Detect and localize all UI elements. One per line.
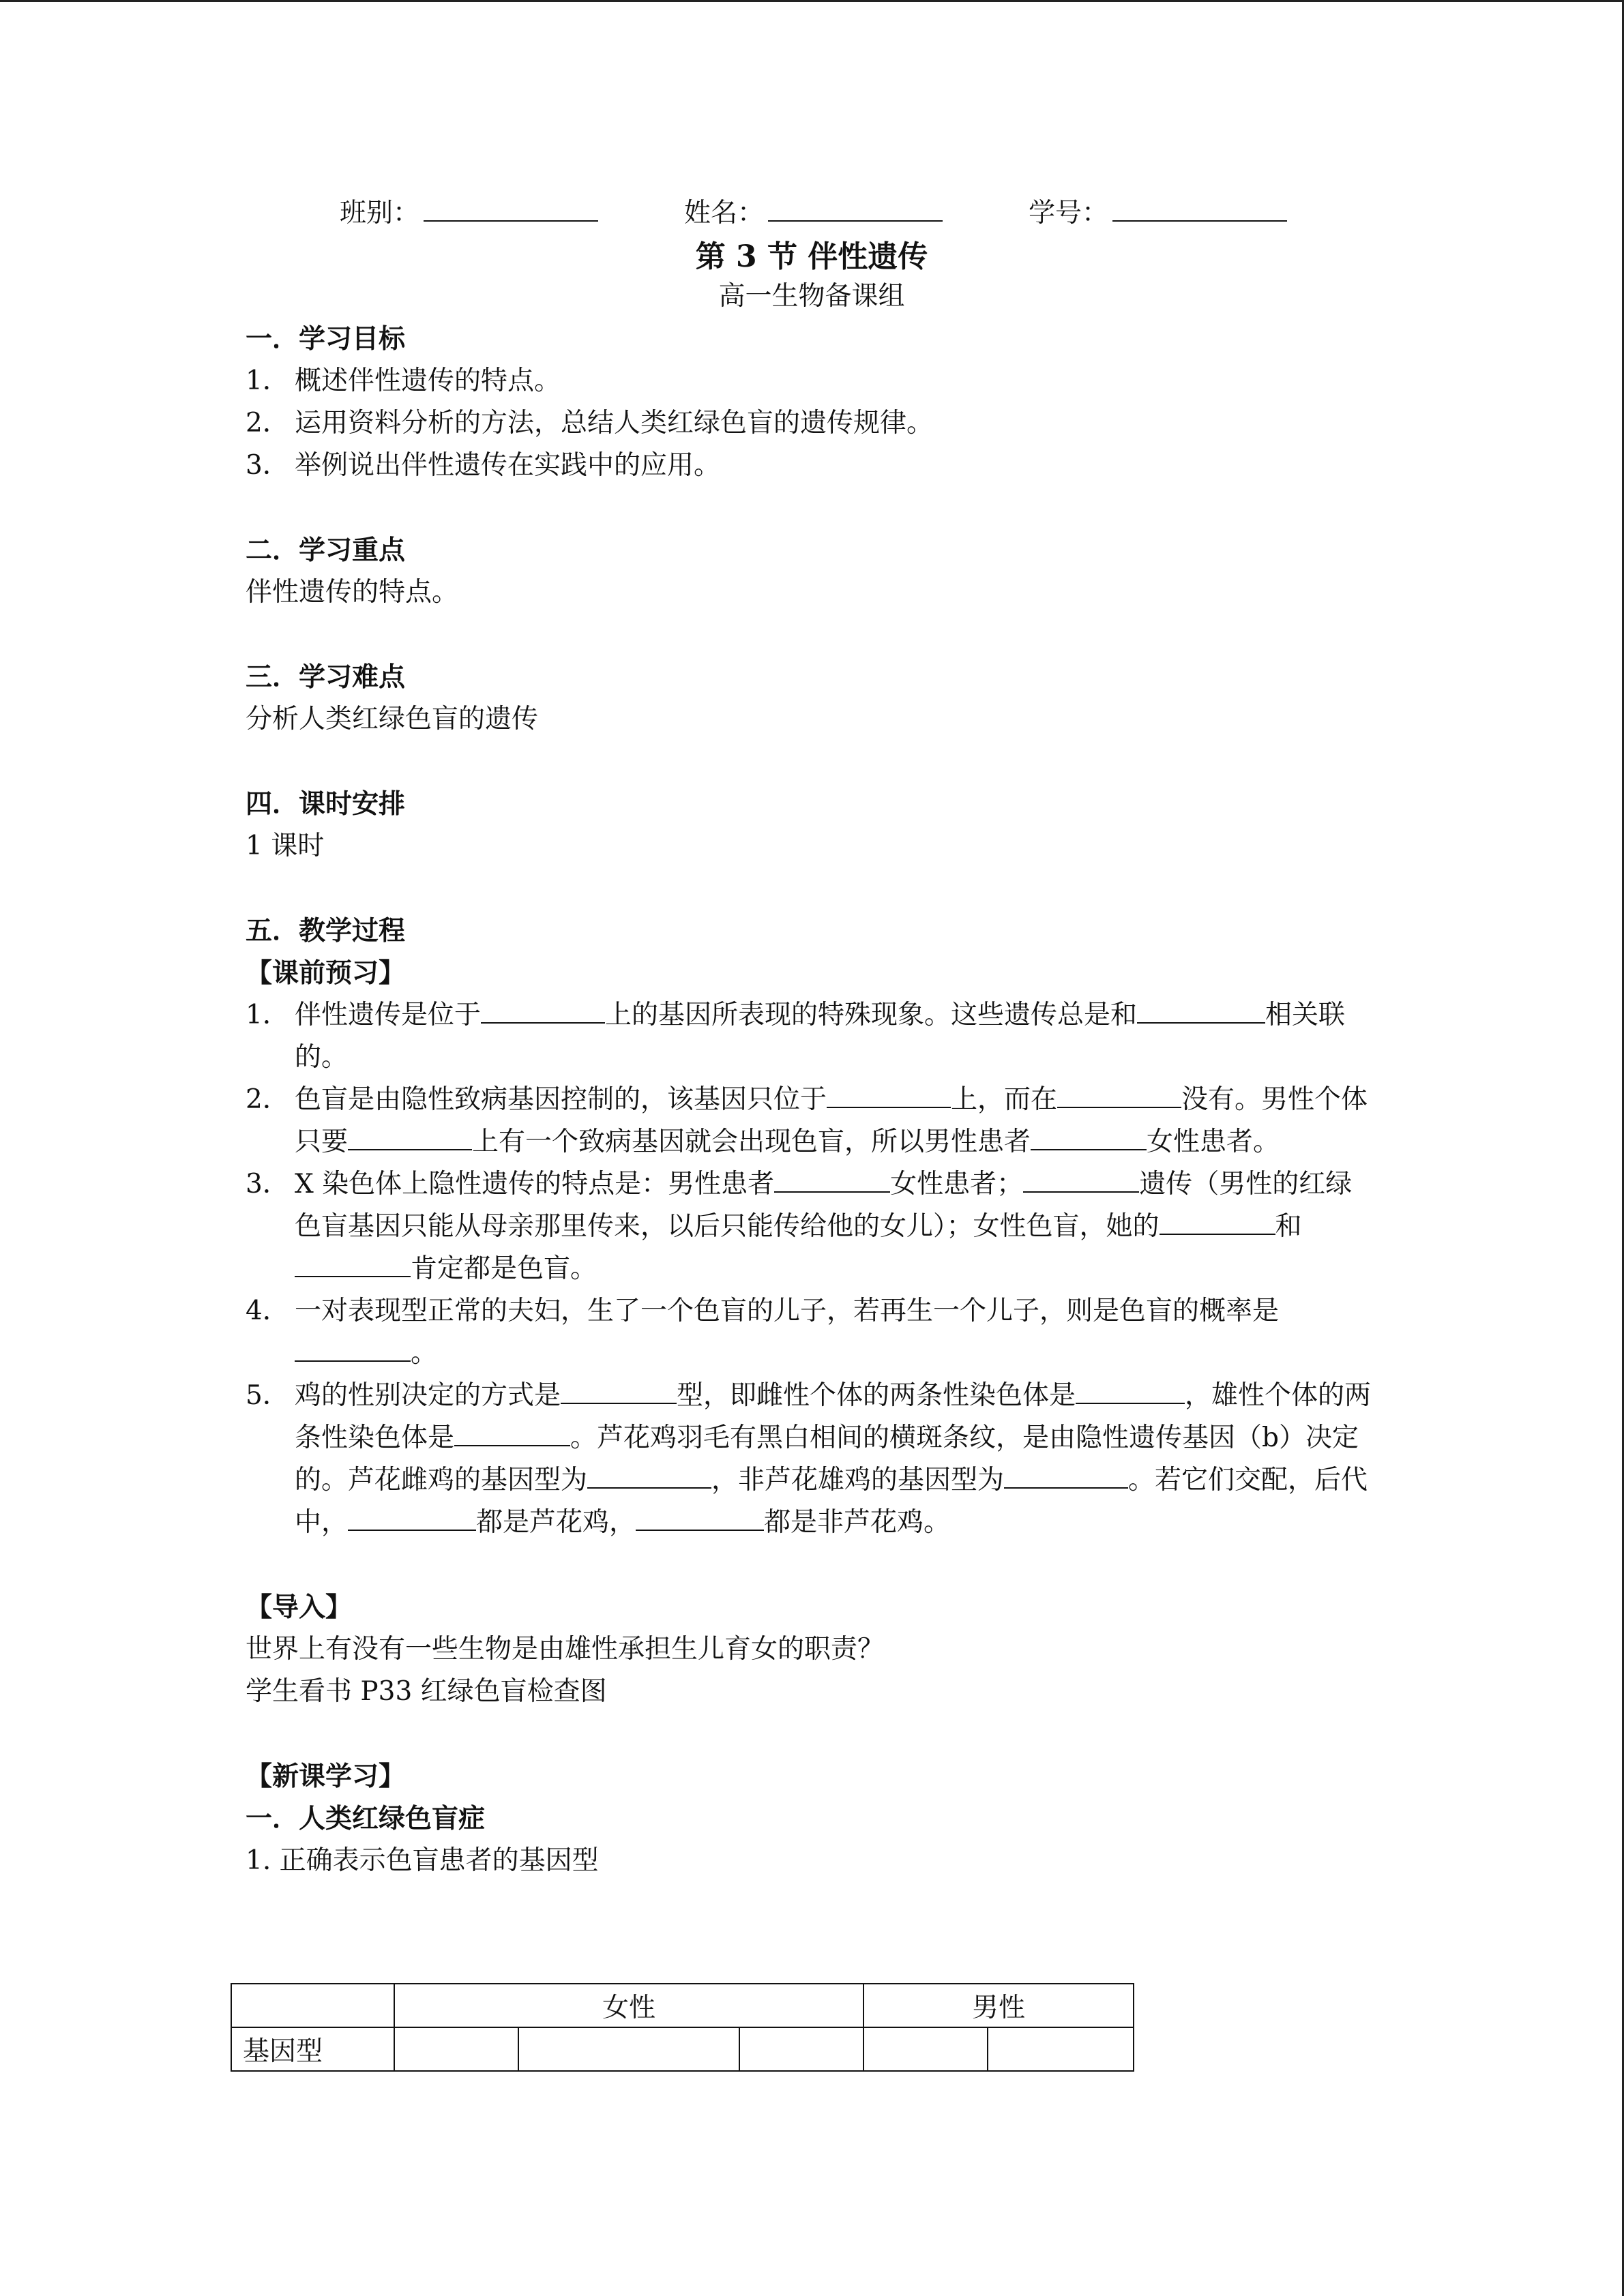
q5-text-g: 都是芦花鸡，	[476, 1507, 636, 1538]
q5-blank-6[interactable]	[348, 1502, 476, 1531]
table-row-label: 基因型	[231, 2027, 394, 2071]
q2-text-e: 女性患者。	[1147, 1127, 1280, 1157]
q2-num: 2．	[246, 1084, 289, 1115]
goal-item-2	[246, 402, 1378, 445]
name-label: 姓名：	[684, 198, 765, 228]
q2-blank-3[interactable]	[348, 1122, 472, 1150]
preview-q1	[246, 994, 1378, 1079]
intro-title: 【导入】	[246, 1592, 353, 1623]
goal-item-3	[246, 445, 1378, 487]
q3-num: 3．	[246, 1169, 289, 1199]
section-3-title: 三．学习难点	[246, 661, 406, 693]
q5-blank-3[interactable]	[454, 1418, 570, 1446]
table-row	[231, 2027, 1134, 2071]
q3-text-c: 遗传（男性的红绿色盲基因只能从母亲那里传来，以后只能传给他的女儿）；女性色盲，她的	[295, 1169, 1353, 1242]
q5-num: 5．	[246, 1380, 289, 1411]
class-blank[interactable]	[424, 193, 598, 222]
q5-blank-7[interactable]	[636, 1502, 764, 1531]
preview-q5	[246, 1375, 1378, 1544]
q1-num: 1．	[246, 1000, 289, 1030]
q1-text-c: 相关联的。	[295, 1000, 1346, 1073]
q5-text-e: ，非芦花雄鸡的基因型为	[711, 1465, 1005, 1495]
q2-blank-1[interactable]	[827, 1079, 951, 1108]
table-header-female: 女性	[394, 1984, 863, 2027]
q5-text-f: 。若它们交配，后代中，	[295, 1465, 1368, 1538]
table-cell-male-1[interactable]	[863, 2027, 988, 2071]
page-subtitle: 高一生物备课组	[718, 281, 905, 312]
table-cell-male-2[interactable]	[988, 2027, 1134, 2071]
intro-line-1: 世界上有没有一些生物是由雄性承担生儿育女的职责？	[246, 1634, 885, 1665]
table-cell-female-2[interactable]	[518, 2027, 739, 2071]
new-lesson-title: 【新课学习】	[246, 1761, 406, 1792]
table-header-male: 男性	[863, 1984, 1134, 2027]
intro-line-2: 学生看书 P33 红绿色盲检查图	[246, 1676, 607, 1707]
q5-blank-4[interactable]	[587, 1460, 711, 1489]
name-field	[684, 192, 943, 235]
section-4-title: 四．课时安排	[246, 788, 406, 820]
q1-blank-1[interactable]	[481, 995, 605, 1024]
q5-text-d: 。芦花鸡羽毛有黑白相间的横斑条纹，是由隐性遗传基因（b）决定的。芦花雌鸡的基因型为	[295, 1422, 1359, 1495]
q3-text-b: 女性患者；	[890, 1169, 1024, 1199]
goal-num-1: 1．	[246, 366, 289, 396]
q4-blank-1[interactable]	[295, 1333, 411, 1362]
q5-blank-5[interactable]	[1004, 1460, 1128, 1489]
section-2-title: 二．学习重点	[246, 535, 406, 566]
q3-blank-1[interactable]	[774, 1164, 890, 1193]
q1-text-b: 上的基因所表现的特殊现象。这些遗传总是和	[605, 1000, 1138, 1030]
q2-text-c: 没有。男性个体只要	[295, 1084, 1368, 1157]
page-title: 第 3 节 伴性遗传	[695, 239, 928, 274]
preview-q2	[246, 1079, 1378, 1163]
q3-blank-3[interactable]	[1160, 1206, 1275, 1235]
q2-text-a: 色盲是由隐性致病基因控制的，该基因只位于	[295, 1084, 827, 1115]
q5-blank-1[interactable]	[561, 1375, 677, 1404]
q3-text-e: 肯定都是色盲。	[411, 1253, 597, 1284]
q5-text-b: 型，即雌性个体的两条性染色体是	[677, 1380, 1076, 1411]
q2-text-d: 上有一个致病基因就会出现色盲，所以男性患者	[472, 1127, 1031, 1157]
document-page	[246, 192, 1378, 1882]
q2-text-b: 上，而在	[951, 1084, 1058, 1115]
q5-text-c: ，雄性个体的两条性染色体是	[295, 1380, 1372, 1453]
student-info-row	[340, 192, 1378, 235]
q4-text-a: 一对表现型正常的夫妇，生了一个色盲的儿子，若再生一个儿子，则是色盲的概率是	[295, 1296, 1280, 1326]
q2-blank-2[interactable]	[1057, 1079, 1181, 1108]
q5-text-h: 都是非芦花鸡。	[764, 1507, 951, 1538]
name-blank[interactable]	[768, 193, 943, 222]
q3-blank-4[interactable]	[295, 1249, 411, 1277]
new-lesson-item: 1. 正确表示色盲患者的基因型	[246, 1845, 599, 1876]
q2-blank-4[interactable]	[1031, 1122, 1147, 1150]
q5-blank-2[interactable]	[1076, 1375, 1185, 1404]
q4-num: 4．	[246, 1296, 289, 1326]
q4-text-b: 。	[411, 1338, 438, 1369]
section-5-title: 五．教学过程	[246, 915, 406, 946]
section-4-text: 1 课时	[246, 831, 325, 861]
class-field	[340, 192, 598, 235]
q3-blank-2[interactable]	[1023, 1164, 1139, 1193]
section-3-text: 分析人类红绿色盲的遗传	[246, 704, 539, 734]
q3-text-d: 和	[1275, 1211, 1302, 1242]
genotype-table	[231, 1983, 1134, 2072]
table-cell-female-1[interactable]	[394, 2027, 518, 2071]
section-2-text: 伴性遗传的特点。	[246, 577, 459, 608]
q5-text-a: 鸡的性别决定的方式是	[295, 1380, 561, 1411]
q1-text-a: 伴性遗传是位于	[295, 1000, 482, 1030]
top-border	[0, 0, 1624, 2]
table-cell-female-3[interactable]	[739, 2027, 863, 2071]
goal-text-3: 举例说出伴性遗传在实践中的应用。	[295, 450, 721, 481]
goal-num-3: 3．	[246, 450, 289, 481]
new-lesson-subtitle: 一．人类红绿色盲症	[246, 1803, 486, 1834]
goal-item-1	[246, 360, 1378, 402]
preview-title: 【课前预习】	[246, 957, 406, 989]
goal-num-2: 2．	[246, 408, 289, 438]
goal-text-1: 概述伴性遗传的特点。	[295, 366, 561, 396]
preview-q3	[246, 1163, 1378, 1290]
class-label: 班别：	[340, 198, 420, 228]
q1-blank-2[interactable]	[1137, 995, 1265, 1024]
q3-text-a: X 染色体上隐性遗传的特点是：男性患者	[295, 1169, 775, 1199]
section-1-title: 一．学习目标	[246, 323, 406, 355]
id-blank[interactable]	[1112, 193, 1287, 222]
id-field	[1029, 192, 1287, 235]
table-header-row	[231, 1984, 1134, 2027]
goal-text-2: 运用资料分析的方法，总结人类红绿色盲的遗传规律。	[295, 408, 934, 438]
preview-q4	[246, 1290, 1378, 1375]
table-corner-cell	[231, 1984, 394, 2027]
id-label: 学号：	[1029, 198, 1109, 228]
